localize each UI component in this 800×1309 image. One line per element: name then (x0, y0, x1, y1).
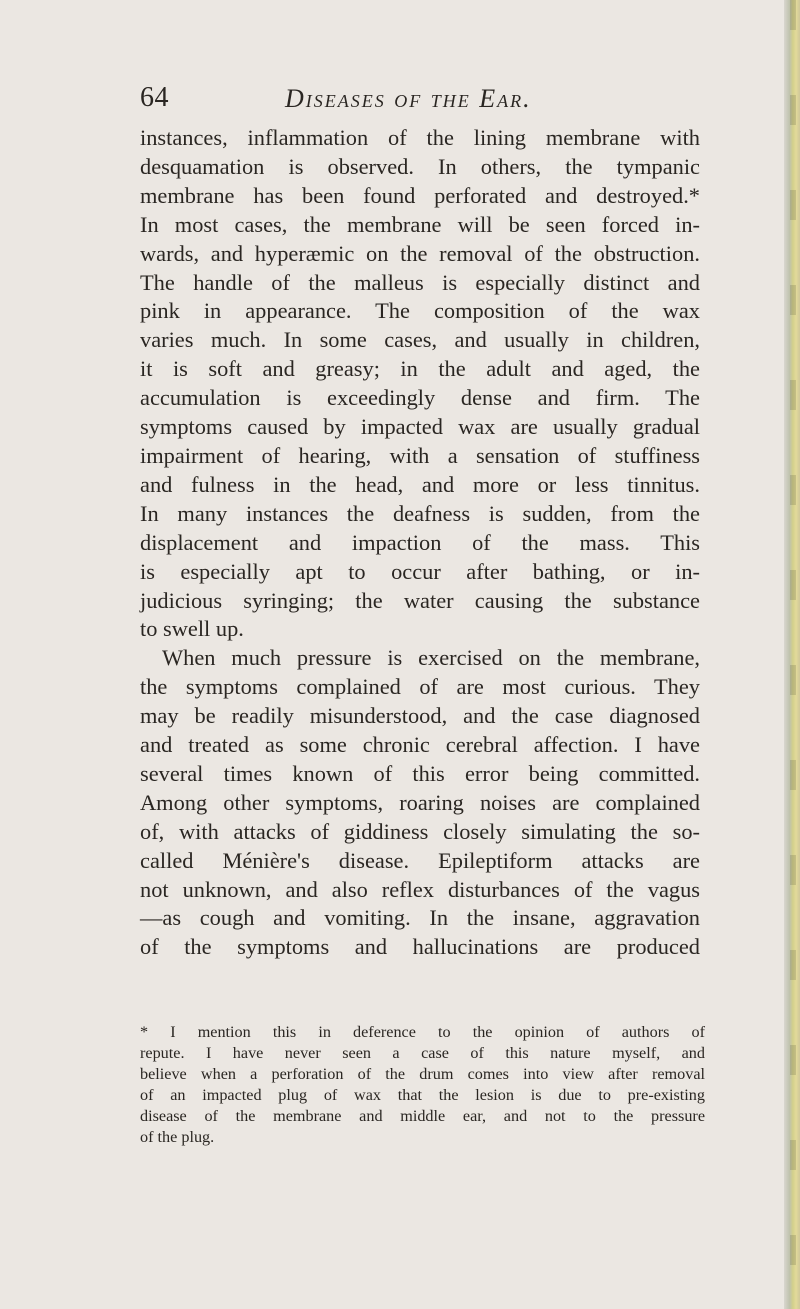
text-line: is especially apt to occur after bathing, or in- (140, 558, 700, 584)
text-line: not unknown, and also reflex disturbances of the vagus (140, 876, 700, 902)
text-line: it is soft and greasy; in the adult and aged, the (140, 356, 700, 382)
text-line: accumulation is exceedingly dense and firm. The (140, 385, 700, 411)
running-head: Diseases of the Ear. (285, 84, 532, 113)
page-header (140, 82, 700, 122)
footnote-line: of an impacted plug of wax that the lesion is due to pre-existing (140, 1086, 705, 1105)
text-line: In many instances the deafness is sudden, from the (140, 500, 700, 526)
page-edge (784, 0, 800, 1309)
text-line: of, with attacks of giddiness closely simulating the so- (140, 818, 700, 844)
text-line: wards, and hyperæmic on the removal of the obstruction. (140, 240, 700, 266)
text-line: impairment of hearing, with a sensation of stuffiness (140, 442, 700, 468)
text-line: judicious syringing; the water causing the substance (140, 587, 700, 613)
text-line: pink in appearance. The composition of the wax (140, 298, 700, 324)
footnote-line: of the plug. (140, 1128, 215, 1147)
text-line: When much pressure is exercised on the membrane, (162, 645, 700, 671)
body-text (140, 124, 700, 962)
text-line: to swell up. (140, 616, 244, 642)
footnote-line: disease of the membrane and middle ear, and not to the pressure (140, 1107, 705, 1126)
text-line: membrane has been found perforated and destroyed.* (140, 182, 700, 208)
text-line: the symptoms complained of are most curious. They (140, 674, 700, 700)
page-number: 64 (140, 82, 169, 113)
text-line: several times known of this error being committed. (140, 760, 700, 786)
footnote-line: * I mention this in deference to the opinion of authors of (140, 1023, 705, 1041)
text-line: and treated as some chronic cerebral affection. I have (140, 732, 700, 758)
text-line: called Ménière's disease. Epileptiform attacks are (140, 847, 700, 873)
text-line: displacement and impaction of the mass. This (140, 529, 700, 555)
text-line: and fulness in the head, and more or less tinnitus. (140, 471, 700, 497)
text-line: symptoms caused by impacted wax are usually gradual (140, 414, 700, 440)
text-line: In most cases, the membrane will be seen forced in- (140, 211, 700, 237)
text-line: may be readily misunderstood, and the case diagnosed (140, 703, 700, 729)
footnote (140, 1022, 705, 1149)
text-line: Among other symptoms, roaring noises are complained (140, 789, 700, 815)
text-line: instances, inflammation of the lining membrane with (140, 125, 700, 150)
page-edge-marks (790, 0, 796, 1309)
text-line: of the symptoms and hallucinations are produced (140, 934, 700, 960)
text-line: —as cough and vomiting. In the insane, aggravation (140, 905, 700, 931)
text-line: desquamation is observed. In others, the tympanic (140, 153, 700, 179)
footnote-line: believe when a perforation of the drum comes into view after removal (140, 1065, 705, 1084)
text-line: The handle of the malleus is especially distinct and (140, 269, 700, 295)
footnote-line: repute. I have never seen a case of this nature myself, and (140, 1044, 705, 1063)
text-line: varies much. In some cases, and usually in children, (140, 327, 700, 353)
